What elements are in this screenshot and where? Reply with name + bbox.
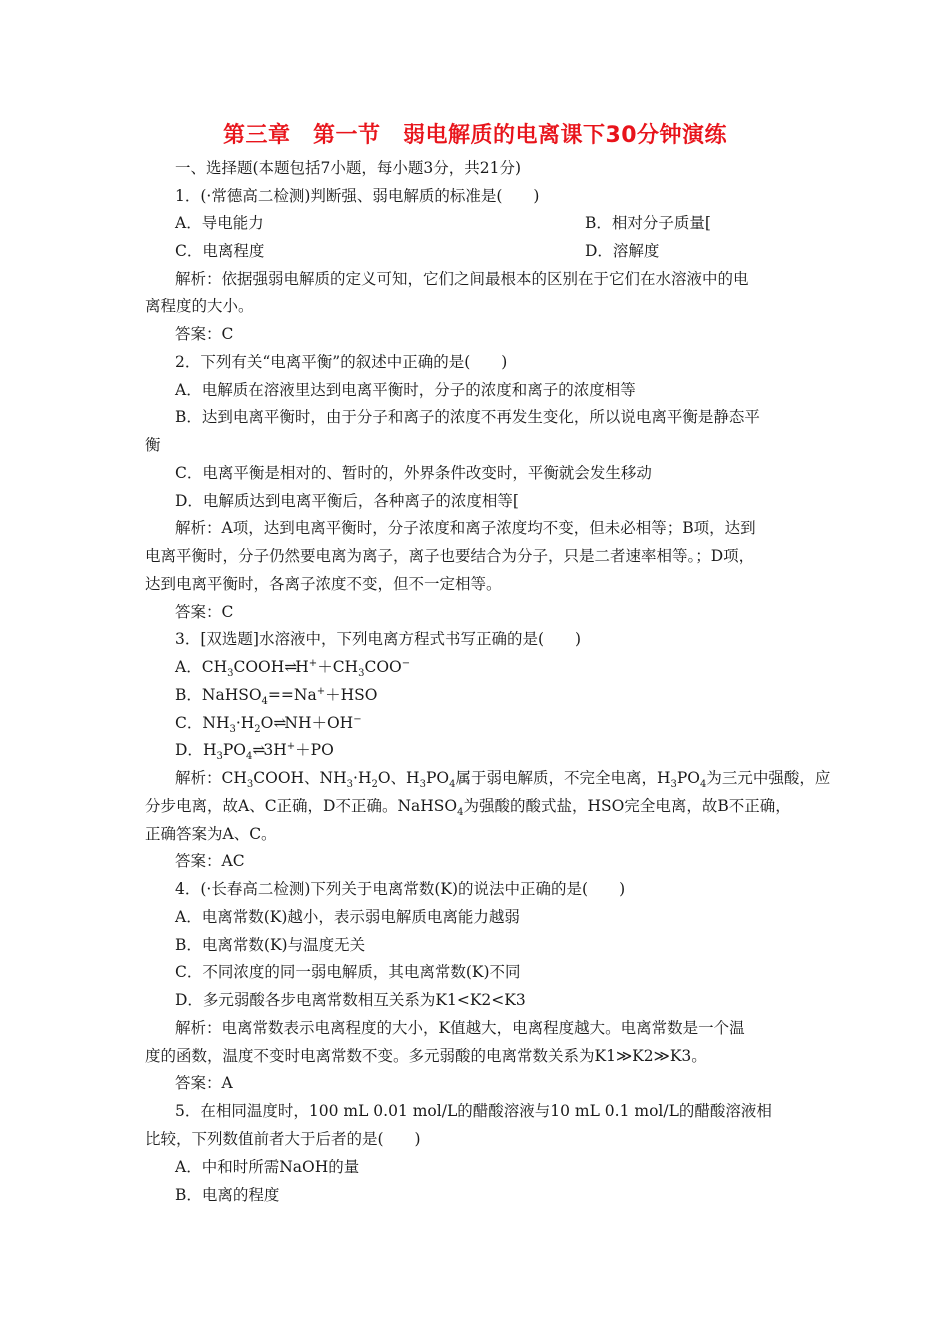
q3-option-b-prefix: B． xyxy=(175,686,202,704)
q2-stem: 2．下列有关“电离平衡”的叙述中正确的是( ) xyxy=(175,353,508,371)
q2-option-d: D．电解质达到电离平衡后，各种离子的浓度相等[ xyxy=(175,492,519,510)
q3-analysis-text: 为强酸的酸式盐，HSO完全电离，故B不正确， xyxy=(463,797,791,815)
q3-analysis-text: PO xyxy=(676,769,701,787)
q1-answer: 答案：C xyxy=(175,325,234,343)
equilibrium-arrow-icon: ⇌ xyxy=(273,714,285,732)
q3-analysis-text: ·H xyxy=(353,769,372,787)
q1-analysis-line2: 离程度的大小。 xyxy=(145,297,254,315)
q4-analysis-line1: 解析：电离常数表示电离程度的大小，K值越大，电离程度越大。电离常数是一个温 xyxy=(175,1019,745,1037)
q3-analysis-text: 分步电离，故A、C正确，D不正确。NaHSO xyxy=(145,797,458,815)
equilibrium-arrow-icon: ⇌ xyxy=(252,741,264,759)
q5-option-a: A．中和时所需NaOH的量 xyxy=(175,1158,360,1176)
q5-stem-line1: 5．在相同温度时，100 mL 0.01 mol/L的醋酸溶液与10 mL 0.1 mol/L的醋酸溶液相 xyxy=(175,1102,772,1120)
q2-analysis-line1: 解析：A项，达到电离平衡时，分子浓度和离子浓度均不变，但未必相等；B项，达到 xyxy=(175,519,756,537)
q2-analysis-line2: 电离平衡时，分子仍然要电离为离子，离子也要结合为分子，只是二者速率相等。；D项， xyxy=(145,547,755,565)
equilibrium-arrow-icon: ⇌ xyxy=(284,658,296,676)
q1-option-b: B．相对分子质量[ xyxy=(585,214,711,232)
q1-options-row1 xyxy=(175,213,711,233)
q3-analysis-line1: 解析：$CH_3COOH$、$NH_3\cdot H_2O$、$H_3PO_4$属于弱电解质，不完全电离，$H_3PO_4$为三元中强酸，应 xyxy=(175,769,831,791)
q2-analysis-line3: 达到电离平衡时，各离子浓度不变，但不一定相等。 xyxy=(145,575,502,593)
q3-option-a: A．$CH_3COOH\rightleftharpoons H^++CH_3COO^-$ xyxy=(175,657,411,680)
q4-answer: 答案：A xyxy=(175,1074,233,1092)
q4-option-c: C．不同浓度的同一弱电解质，其电离常数(K)不同 xyxy=(175,963,521,981)
q3-stem: 3．[双选题]水溶液中，下列电离方程式书写正确的是( ) xyxy=(175,630,582,648)
q3-analysis-line2: 分步电离，故A、C正确，D不正确。NaHSO$_4$为强酸的酸式盐，HSO完全电离，故B不正确， xyxy=(145,797,791,819)
q2-answer: 答案：C xyxy=(175,603,234,621)
q3-analysis-text: COOH、NH xyxy=(253,769,347,787)
q3-analysis-line3: 正确答案为A、C。 xyxy=(145,825,277,843)
q3-analysis-text: 为三元中强酸，应 xyxy=(706,769,831,787)
q1-option-a: A．导电能力 xyxy=(175,214,264,232)
q5-stem-line2: 比较，下列数值前者大于后者的是( ) xyxy=(145,1130,421,1148)
page-title: 第三章 第一节 弱电解质的电离课下30分钟演练 xyxy=(222,123,728,148)
q3-option-d-prefix: D． xyxy=(175,741,203,759)
q3-answer: 答案：AC xyxy=(175,852,245,870)
q3-option-c: C．$NH_3\cdot H_2O\rightleftharpoons NH+OH^-$ xyxy=(175,713,362,736)
q2-option-b-line2: 衡 xyxy=(145,436,161,454)
q3-option-d: D．$H_3PO_4\rightleftharpoons 3H^++PO$ xyxy=(175,740,334,763)
q1-analysis-line1: 解析：依据强弱电解质的定义可知，它们之间最根本的区别在于它们在水溶液中的电 xyxy=(175,270,749,288)
q3-analysis-text: O、H xyxy=(377,769,420,787)
q3-analysis-text: 属于弱电解质，不完全电离，H xyxy=(455,769,671,787)
q4-option-a: A．电离常数(K)越小，表示弱电解质电离能力越弱 xyxy=(175,908,520,926)
q1-stem: 1．(·常德高二检测)判断强、弱电解质的标准是( ) xyxy=(175,187,540,205)
q1-options-row2 xyxy=(175,241,660,261)
q1-option-d: D．溶解度 xyxy=(585,242,660,260)
q4-option-b: B．电离常数(K)与温度无关 xyxy=(175,936,366,954)
q3-analysis-text: 解析：CH xyxy=(175,769,247,787)
q3-analysis-text: PO xyxy=(425,769,450,787)
q4-stem: 4．(·长春高二检测)下列关于电离常数(K)的说法中正确的是( ) xyxy=(175,880,626,898)
q1-option-c: C．电离程度 xyxy=(175,242,265,260)
q3-option-c-prefix: C． xyxy=(175,714,203,732)
q4-option-d: D．多元弱酸各步电离常数相互关系为K1<K2<K3 xyxy=(175,991,526,1009)
q4-analysis-line2: 度的函数，温度不变时电离常数不变。多元弱酸的电离常数关系为K1≫K2≫K3。 xyxy=(145,1047,707,1065)
section-heading: 一、选择题(本题包括7小题，每小题3分，共21分) xyxy=(175,159,522,177)
q2-option-a: A．电解质在溶液里达到电离平衡时，分子的浓度和离子的浓度相等 xyxy=(175,381,636,399)
q5-option-b: B．电离的程度 xyxy=(175,1186,280,1204)
q3-option-a-prefix: A． xyxy=(175,658,202,676)
q3-option-b: B．NaHSO$_4$==Na+＋HSO xyxy=(175,685,378,708)
q2-option-b-line1: B．达到电离平衡时，由于分子和离子的浓度不再发生变化，所以说电离平衡是静态平 xyxy=(175,408,760,426)
q2-option-c: C．电离平衡是相对的、暂时的，外界条件改变时，平衡就会发生移动 xyxy=(175,464,652,482)
